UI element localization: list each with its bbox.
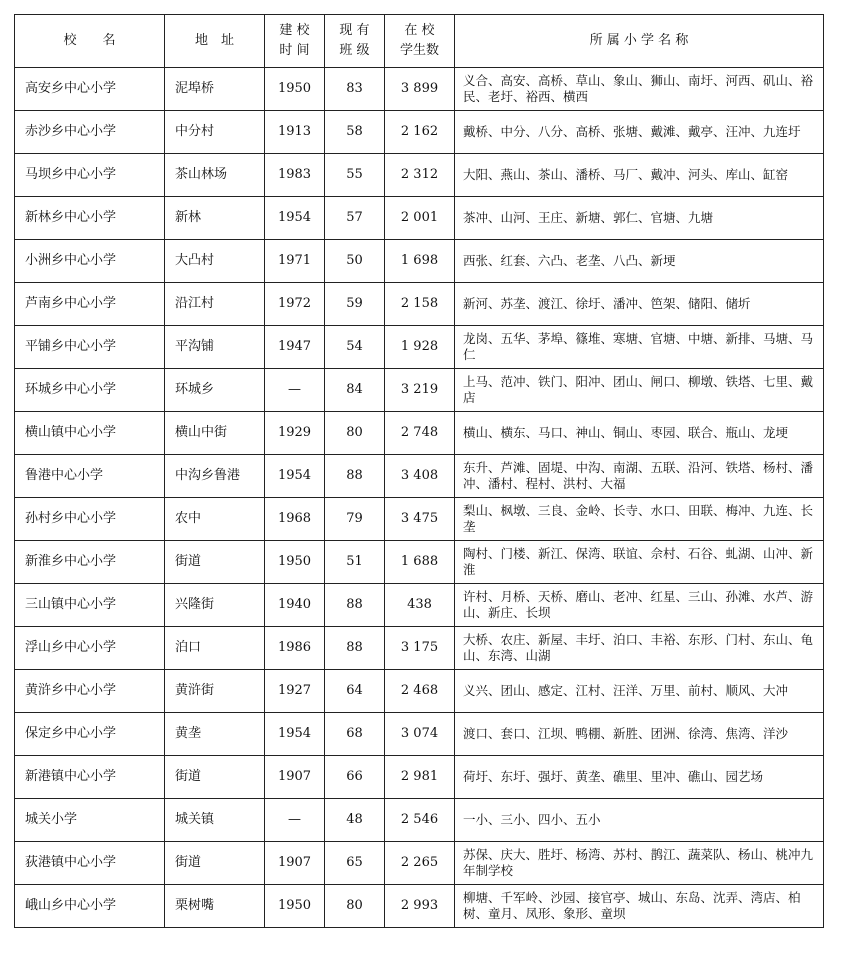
table-row <box>15 412 824 455</box>
founded-year-cell: 1940 <box>265 584 325 627</box>
address-cell: 城关镇 <box>165 799 265 842</box>
table-row <box>15 885 824 928</box>
school-name-cell: 新林乡中心小学 <box>15 197 165 240</box>
student-count-cell: 1 698 <box>385 240 455 283</box>
founded-year-cell: 1929 <box>265 412 325 455</box>
subordinate-schools-cell: 苏保、庆大、胜圩、杨湾、苏村、鹊江、蔬菜队、杨山、桃冲九年制学校 <box>455 842 824 885</box>
table-row <box>15 68 824 111</box>
school-name-cell: 荻港镇中心小学 <box>15 842 165 885</box>
class-count-cell: 64 <box>325 670 385 713</box>
school-name-cell: 浮山乡中心小学 <box>15 627 165 670</box>
subordinate-schools-cell: 梨山、枫墩、三良、金岭、长寺、水口、田联、梅冲、九连、长垄 <box>455 498 824 541</box>
class-count-cell: 88 <box>325 455 385 498</box>
student-count-cell: 1 928 <box>385 326 455 369</box>
founded-year-cell: 1927 <box>265 670 325 713</box>
founded-year-cell: 1950 <box>265 885 325 928</box>
founded-year-cell: 1947 <box>265 326 325 369</box>
founded-year-cell: 1954 <box>265 197 325 240</box>
school-name-cell: 芦南乡中心小学 <box>15 283 165 326</box>
address-cell: 新林 <box>165 197 265 240</box>
address-cell: 兴隆街 <box>165 584 265 627</box>
table-row <box>15 713 824 756</box>
class-count-cell: 84 <box>325 369 385 412</box>
student-count-cell: 2 981 <box>385 756 455 799</box>
subordinate-schools-cell: 东升、芦滩、固堤、中沟、南湖、五联、沿河、铁塔、杨村、潘冲、潘村、程村、洪村、大福 <box>455 455 824 498</box>
subordinate-schools-cell: 一小、三小、四小、五小 <box>455 799 824 842</box>
table-row <box>15 799 824 842</box>
school-name-cell: 平铺乡中心小学 <box>15 326 165 369</box>
table-row <box>15 326 824 369</box>
schools-table-wrapper <box>14 14 824 928</box>
address-cell: 茶山林场 <box>165 154 265 197</box>
address-cell: 环城乡 <box>165 369 265 412</box>
student-count-cell: 2 748 <box>385 412 455 455</box>
class-count-cell: 66 <box>325 756 385 799</box>
class-count-cell: 48 <box>325 799 385 842</box>
founded-year-cell: 1907 <box>265 842 325 885</box>
address-cell: 中沟乡鲁港 <box>165 455 265 498</box>
address-cell: 黄垄 <box>165 713 265 756</box>
class-count-cell: 80 <box>325 885 385 928</box>
address-cell: 栗树嘴 <box>165 885 265 928</box>
table-row <box>15 154 824 197</box>
address-cell: 街道 <box>165 756 265 799</box>
address-cell: 街道 <box>165 541 265 584</box>
founded-year-cell: 1986 <box>265 627 325 670</box>
student-count-cell: 2 993 <box>385 885 455 928</box>
subordinate-schools-cell: 柳塘、千军岭、沙园、接官亭、城山、东岛、沈弄、湾店、柏树、童月、凤形、象形、童坝 <box>455 885 824 928</box>
header-school-name: 校 名 <box>15 15 165 68</box>
address-cell: 大凸村 <box>165 240 265 283</box>
subordinate-schools-cell: 横山、横东、马口、神山、铜山、枣园、联合、瓶山、龙埂 <box>455 412 824 455</box>
table-row <box>15 197 824 240</box>
founded-year-cell: 1954 <box>265 713 325 756</box>
table-row <box>15 498 824 541</box>
class-count-cell: 58 <box>325 111 385 154</box>
class-count-cell: 88 <box>325 584 385 627</box>
address-cell: 黄浒街 <box>165 670 265 713</box>
table-row <box>15 756 824 799</box>
student-count-cell: 3 219 <box>385 369 455 412</box>
student-count-cell: 3 899 <box>385 68 455 111</box>
school-name-cell: 三山镇中心小学 <box>15 584 165 627</box>
schools-table <box>14 14 824 928</box>
class-count-cell: 54 <box>325 326 385 369</box>
address-cell: 沿江村 <box>165 283 265 326</box>
school-name-cell: 城关小学 <box>15 799 165 842</box>
class-count-cell: 55 <box>325 154 385 197</box>
founded-year-cell: 1907 <box>265 756 325 799</box>
school-name-cell: 马坝乡中心小学 <box>15 154 165 197</box>
header-address: 地 址 <box>165 15 265 68</box>
student-count-cell: 3 408 <box>385 455 455 498</box>
student-count-cell: 2 162 <box>385 111 455 154</box>
table-row <box>15 369 824 412</box>
school-name-cell: 赤沙乡中心小学 <box>15 111 165 154</box>
table-row <box>15 541 824 584</box>
school-name-cell: 峨山乡中心小学 <box>15 885 165 928</box>
table-row <box>15 455 824 498</box>
school-name-cell: 小洲乡中心小学 <box>15 240 165 283</box>
class-count-cell: 50 <box>325 240 385 283</box>
founded-year-cell: 1971 <box>265 240 325 283</box>
address-cell: 横山中街 <box>165 412 265 455</box>
table-row <box>15 240 824 283</box>
class-count-cell: 59 <box>325 283 385 326</box>
table-row <box>15 584 824 627</box>
table-header-row <box>15 15 824 68</box>
student-count-cell: 438 <box>385 584 455 627</box>
subordinate-schools-cell: 大阳、燕山、茶山、潘桥、马厂、戴冲、河头、库山、缸窑 <box>455 154 824 197</box>
subordinate-schools-cell: 戴桥、中分、八分、高桥、张塘、戴滩、戴亭、汪冲、九连圩 <box>455 111 824 154</box>
founded-year-cell: 1913 <box>265 111 325 154</box>
header-students: 在 校 学生数 <box>385 15 455 68</box>
subordinate-schools-cell: 义合、高安、高桥、草山、象山、狮山、南圩、河西、矶山、裕民、老圩、裕西、横西 <box>455 68 824 111</box>
subordinate-schools-cell: 龙岗、五华、茅埠、篠堆、寒塘、官塘、中塘、新排、马塘、马仁 <box>455 326 824 369</box>
school-name-cell: 孙村乡中心小学 <box>15 498 165 541</box>
founded-year-cell: 1983 <box>265 154 325 197</box>
subordinate-schools-cell: 大桥、农庄、新屋、丰圩、泊口、丰裕、东形、门村、东山、龟山、东湾、山湖 <box>455 627 824 670</box>
table-row <box>15 111 824 154</box>
header-founded: 建 校 时 间 <box>265 15 325 68</box>
header-classes: 现 有 班 级 <box>325 15 385 68</box>
class-count-cell: 80 <box>325 412 385 455</box>
table-body <box>15 68 824 928</box>
address-cell: 泊口 <box>165 627 265 670</box>
class-count-cell: 79 <box>325 498 385 541</box>
address-cell: 中分村 <box>165 111 265 154</box>
subordinate-schools-cell: 上马、范冲、铁门、阳冲、团山、闸口、柳墩、铁塔、七里、戴店 <box>455 369 824 412</box>
class-count-cell: 83 <box>325 68 385 111</box>
table-row <box>15 627 824 670</box>
founded-year-cell: 1968 <box>265 498 325 541</box>
founded-year-cell: 1954 <box>265 455 325 498</box>
founded-year-cell: 1972 <box>265 283 325 326</box>
student-count-cell: 2 546 <box>385 799 455 842</box>
founded-year-cell: 1950 <box>265 541 325 584</box>
subordinate-schools-cell: 许村、月桥、天桥、磨山、老冲、红星、三山、孙滩、水芦、游山、新庄、长坝 <box>455 584 824 627</box>
class-count-cell: 88 <box>325 627 385 670</box>
class-count-cell: 68 <box>325 713 385 756</box>
school-name-cell: 黄浒乡中心小学 <box>15 670 165 713</box>
address-cell: 平沟铺 <box>165 326 265 369</box>
class-count-cell: 51 <box>325 541 385 584</box>
subordinate-schools-cell: 茶冲、山河、王庄、新塘、郭仁、官塘、九塘 <box>455 197 824 240</box>
subordinate-schools-cell: 义兴、团山、感定、江村、汪洋、万里、前村、顺风、大冲 <box>455 670 824 713</box>
header-subordinate-schools: 所 属 小 学 名 称 <box>455 15 824 68</box>
school-name-cell: 保定乡中心小学 <box>15 713 165 756</box>
class-count-cell: 57 <box>325 197 385 240</box>
table-row <box>15 842 824 885</box>
student-count-cell: 2 312 <box>385 154 455 197</box>
table-row <box>15 670 824 713</box>
subordinate-schools-cell: 新河、苏垄、渡江、徐圩、潘冲、笆架、储阳、储圻 <box>455 283 824 326</box>
student-count-cell: 2 468 <box>385 670 455 713</box>
student-count-cell: 2 158 <box>385 283 455 326</box>
student-count-cell: 3 175 <box>385 627 455 670</box>
subordinate-schools-cell: 陶村、门楼、新江、保湾、联谊、佘村、石谷、虬湖、山冲、新淮 <box>455 541 824 584</box>
founded-year-cell: — <box>265 799 325 842</box>
student-count-cell: 1 688 <box>385 541 455 584</box>
school-name-cell: 横山镇中心小学 <box>15 412 165 455</box>
subordinate-schools-cell: 西张、红套、六凸、老垄、八凸、新埂 <box>455 240 824 283</box>
student-count-cell: 2 001 <box>385 197 455 240</box>
student-count-cell: 3 475 <box>385 498 455 541</box>
school-name-cell: 新淮乡中心小学 <box>15 541 165 584</box>
student-count-cell: 2 265 <box>385 842 455 885</box>
table-row <box>15 283 824 326</box>
school-name-cell: 鲁港中心小学 <box>15 455 165 498</box>
address-cell: 泥埠桥 <box>165 68 265 111</box>
class-count-cell: 65 <box>325 842 385 885</box>
school-name-cell: 环城乡中心小学 <box>15 369 165 412</box>
founded-year-cell: 1950 <box>265 68 325 111</box>
subordinate-schools-cell: 荷圩、东圩、强圩、黄垄、礁里、里冲、礁山、园艺场 <box>455 756 824 799</box>
school-name-cell: 新港镇中心小学 <box>15 756 165 799</box>
address-cell: 街道 <box>165 842 265 885</box>
address-cell: 农中 <box>165 498 265 541</box>
subordinate-schools-cell: 渡口、套口、江坝、鸭棚、新胜、团洲、徐湾、焦湾、洋沙 <box>455 713 824 756</box>
founded-year-cell: — <box>265 369 325 412</box>
school-name-cell: 高安乡中心小学 <box>15 68 165 111</box>
student-count-cell: 3 074 <box>385 713 455 756</box>
